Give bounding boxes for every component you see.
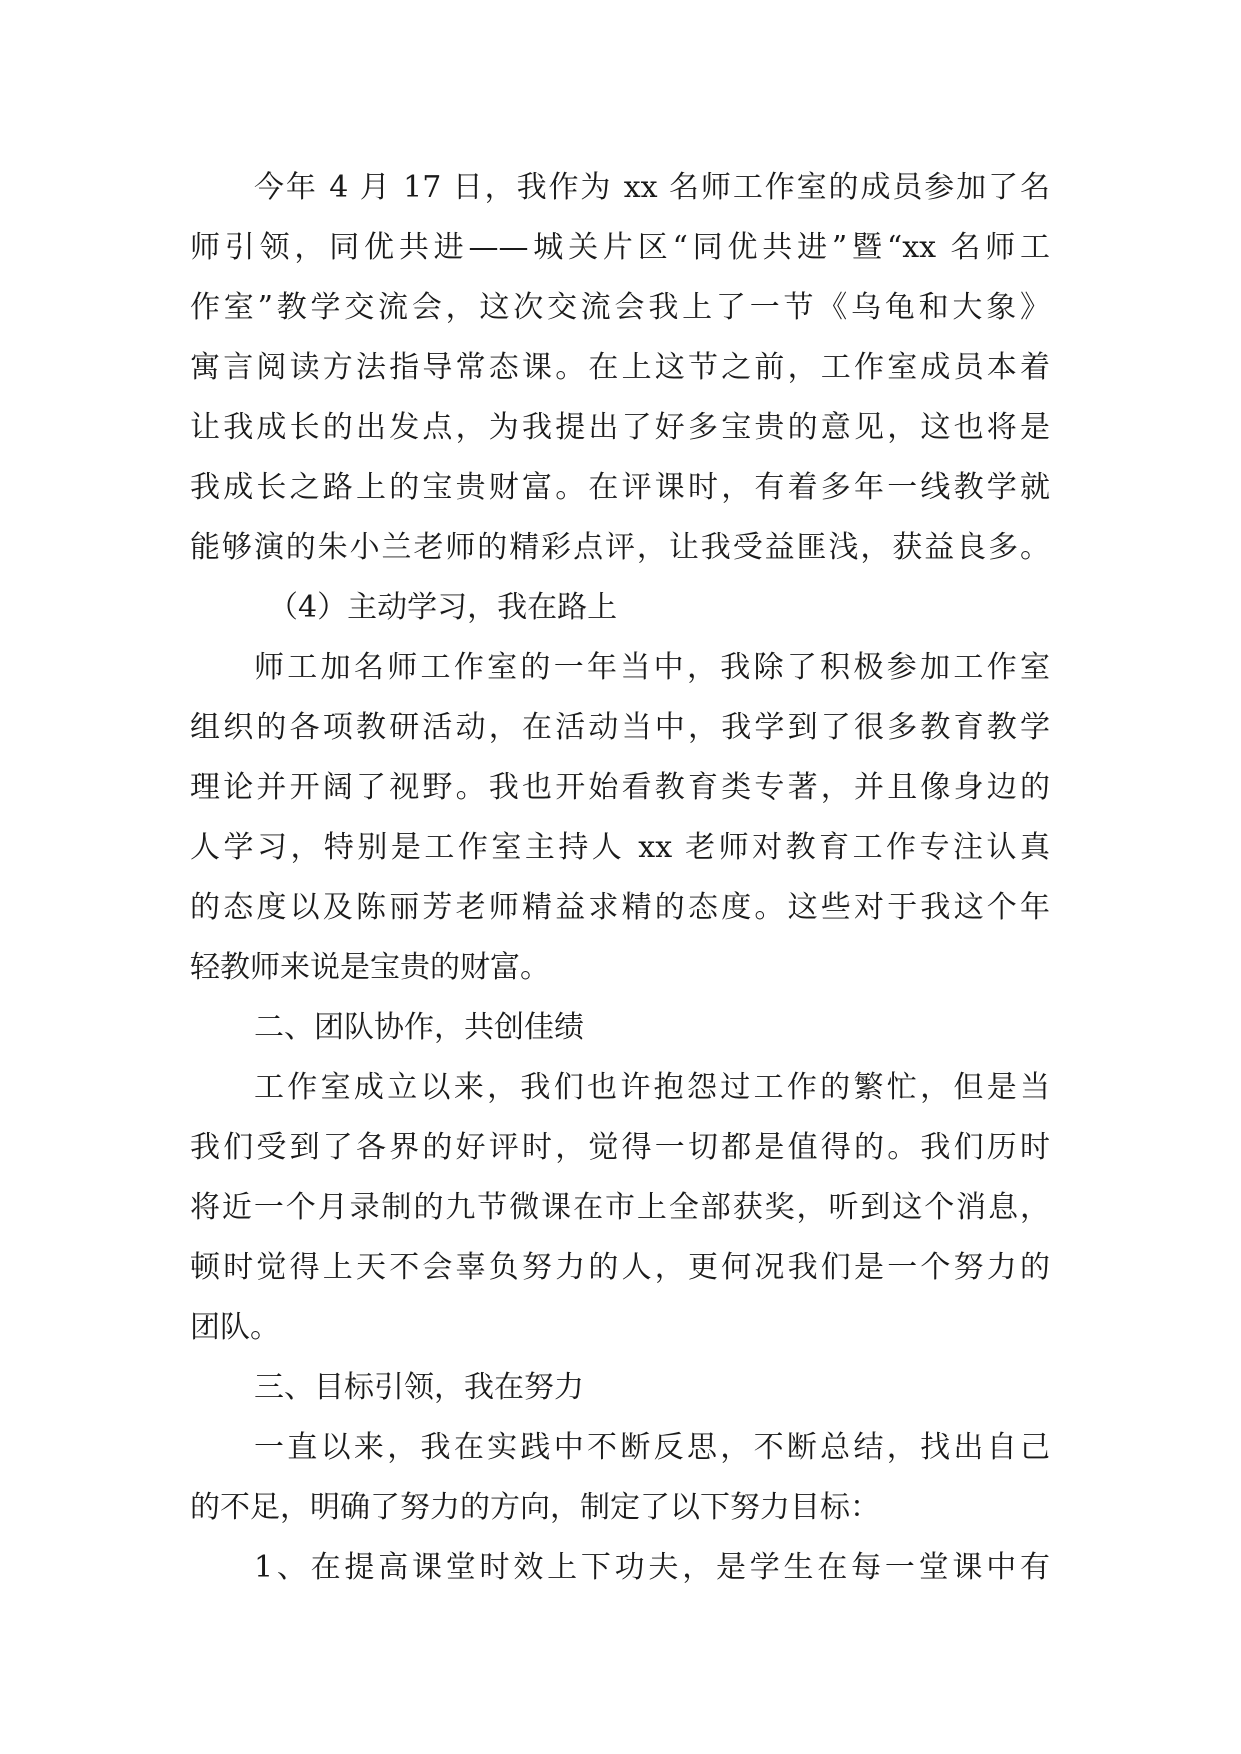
text-line: 一直以来，我在实践中不断反思，不断总结，找出自己 bbox=[254, 1430, 1050, 1465]
text-line: 团队。 bbox=[190, 1310, 280, 1345]
text-line: 能够演的朱小兰老师的精彩点评，让我受益匪浅，获益良多。 bbox=[190, 530, 1050, 565]
section-heading: 二、团队协作，共创佳绩 bbox=[254, 1010, 584, 1045]
text-line: 人学习，特别是工作室主持人 xx 老师对教育工作专注认真 bbox=[190, 830, 1050, 865]
text-line: 理论并开阔了视野。我也开始看教育类专著，并且像身边的 bbox=[190, 770, 1050, 805]
text-line: 组织的各项教研活动，在活动当中，我学到了很多教育教学 bbox=[190, 710, 1050, 745]
text-line: 今年 4 月 17 日，我作为 xx 名师工作室的成员参加了名 bbox=[254, 170, 1050, 205]
section-heading: （4）主动学习，我在路上 bbox=[268, 590, 618, 625]
document-body bbox=[190, 158, 1050, 1598]
text-line: 我成长之路上的宝贵财富。在评课时，有着多年一线教学就 bbox=[190, 470, 1050, 505]
text-line: 轻教师来说是宝贵的财富。 bbox=[190, 950, 550, 985]
text-line: 作室”教学交流会，这次交流会我上了一节《乌龟和大象》 bbox=[190, 290, 1050, 325]
text-line: 的态度以及陈丽芳老师精益求精的态度。这些对于我这个年 bbox=[190, 890, 1050, 925]
text-line: 1、在提高课堂时效上下功夫，是学生在每一堂课中有 bbox=[254, 1550, 1050, 1585]
text-line: 师引领，同优共进——城关片区“同优共进”暨“xx 名师工 bbox=[190, 230, 1050, 265]
text-line: 顿时觉得上天不会辜负努力的人，更何况我们是一个努力的 bbox=[190, 1250, 1050, 1285]
section-heading: 三、目标引领，我在努力 bbox=[254, 1370, 584, 1405]
text-line: 让我成长的出发点，为我提出了好多宝贵的意见，这也将是 bbox=[190, 410, 1050, 445]
text-line: 将近一个月录制的九节微课在市上全部获奖，听到这个消息， bbox=[190, 1190, 1050, 1225]
text-line: 工作室成立以来，我们也许抱怨过工作的繁忙，但是当 bbox=[254, 1070, 1050, 1105]
text-line: 师工加名师工作室的一年当中，我除了积极参加工作室 bbox=[254, 650, 1050, 685]
text-line: 我们受到了各界的好评时，觉得一切都是值得的。我们历时 bbox=[190, 1130, 1050, 1165]
text-line: 寓言阅读方法指导常态课。在上这节之前，工作室成员本着 bbox=[190, 350, 1050, 385]
text-line: 的不足，明确了努力的方向，制定了以下努力目标： bbox=[190, 1490, 880, 1525]
